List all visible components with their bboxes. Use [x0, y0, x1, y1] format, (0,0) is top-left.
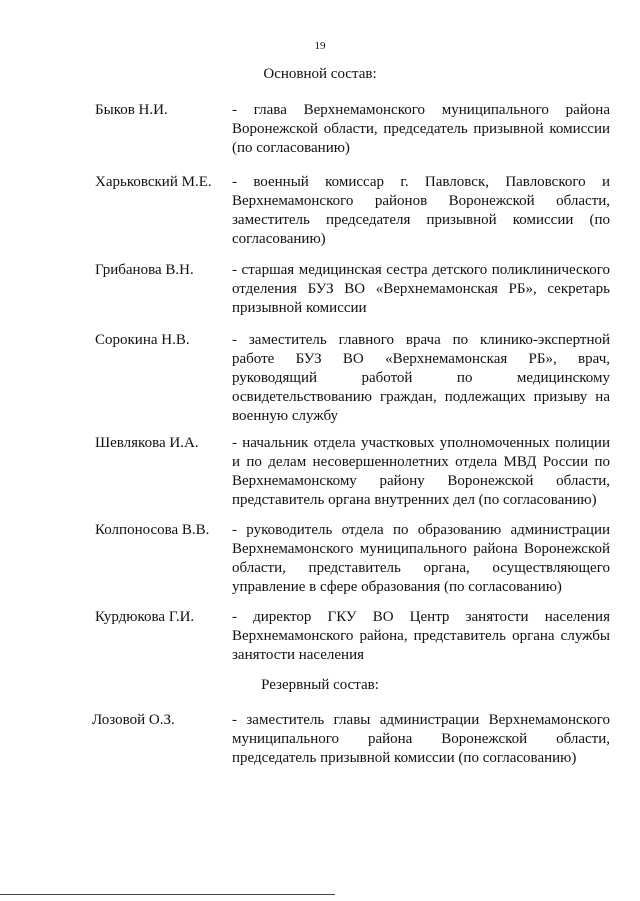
section-title-reserve: Резервный состав:: [261, 677, 379, 693]
member-name: Шевлякова И.А.: [95, 435, 199, 451]
member-role: - военный комиссар г. Павловск, Павловского и Верхнемамонского районов Воронежской области, заместитель председателя призывной комиссии (по согласованию): [232, 174, 610, 247]
member-name: Харьковский М.Е.: [95, 174, 212, 190]
member-name: Колпоносова В.В.: [95, 522, 210, 538]
member-role: - начальник отдела участковых уполномоченных полиции и по делам несовершеннолетних отдела МВД России по Верхнемамонскому району Воронежской области, представитель органа внутренних дел (по согласованию): [232, 435, 610, 508]
member-name: Быков Н.И.: [95, 102, 168, 118]
member-name: Сорокина Н.В.: [95, 332, 190, 348]
section-title-main: Основной состав:: [263, 66, 377, 82]
member-name: Грибанова В.Н.: [95, 262, 194, 278]
member-role: - директор ГКУ ВО Центр занятости населения Верхнемамонского района, представитель органа службы занятости населения: [232, 609, 610, 663]
member-role: - глава Верхнемамонского муниципального района Воронежской области, председатель призывной комиссии (по согласованию): [232, 102, 610, 156]
member-name: Курдюкова Г.И.: [95, 609, 195, 625]
member-role: - заместитель главы администрации Верхнемамонского муниципального района Воронежской области, председатель призывной комиссии (по согласованию): [232, 712, 610, 766]
member-name: Лозовой О.З.: [92, 712, 175, 728]
page-number: 19: [314, 40, 326, 52]
member-role: - руководитель отдела по образованию администрации Верхнемамонского муниципального района Воронежской области, представитель органа, осуществляющего управление в сфере образования (по согласованию): [232, 522, 610, 595]
footer-divider: [0, 894, 335, 895]
member-role: - заместитель главного врача по клинико-экспертной работе БУЗ ВО «Верхнемамонская РБ», врач, руководящий работой по медицинскому освидетельствованию граждан, подлежащих призыву на военную службу: [232, 332, 610, 424]
member-role: - старшая медицинская сестра детского поликлинического отделения БУЗ ВО «Верхнемамонская РБ», секретарь призывной комиссии: [232, 262, 610, 316]
